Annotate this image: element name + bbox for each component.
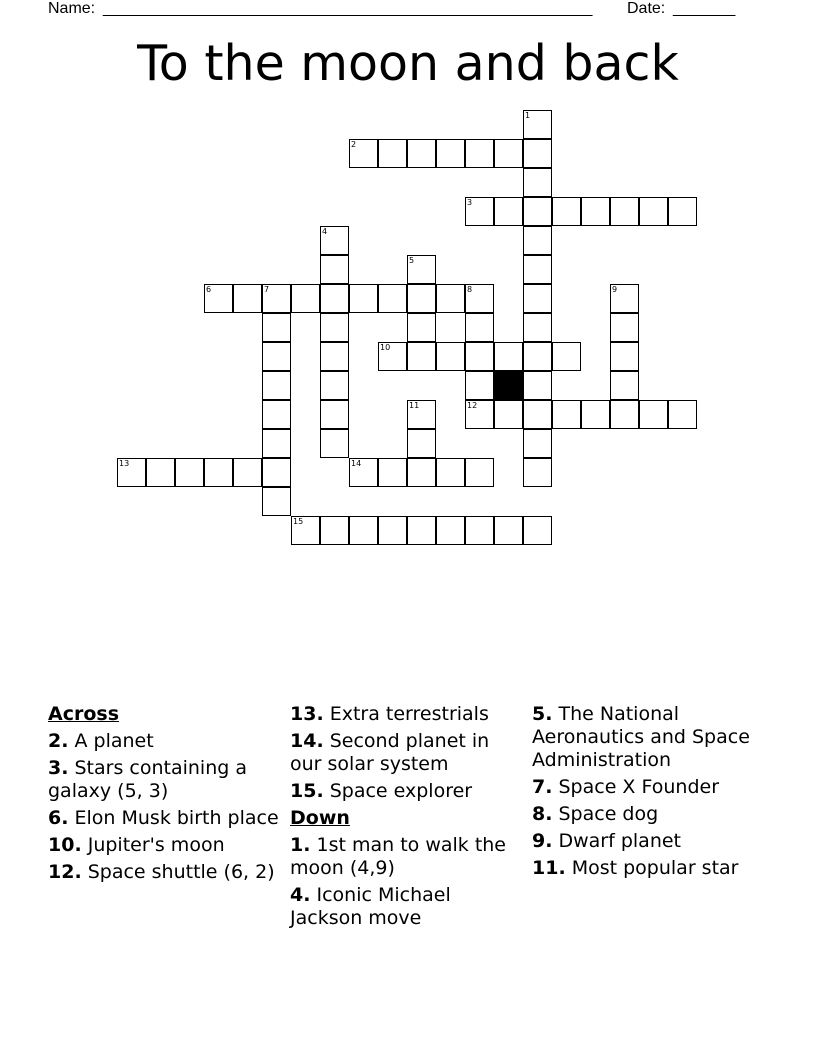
clue-text: Extra terrestrials	[323, 703, 489, 725]
grid-cell[interactable]	[233, 458, 262, 487]
grid-cell[interactable]	[291, 516, 320, 545]
name-label: Name:	[48, 0, 96, 17]
clue-number: 4.	[290, 884, 311, 906]
grid-cell[interactable]	[610, 342, 639, 371]
grid-cell[interactable]	[639, 400, 668, 429]
clue-number-label: 5	[409, 256, 415, 265]
clue-text: Space explorer	[323, 780, 473, 802]
grid-cell[interactable]	[407, 429, 436, 458]
grid-cell[interactable]	[523, 226, 552, 255]
grid-cell[interactable]	[465, 458, 494, 487]
grid-cell[interactable]	[523, 284, 552, 313]
grid-cell[interactable]	[610, 197, 639, 226]
clue-text: The National Aeronautics and Space Administration	[532, 703, 750, 771]
clue-item	[532, 776, 772, 799]
clue-number: 1.	[290, 834, 311, 856]
clue-number: 5.	[532, 703, 553, 725]
grid-cell[interactable]	[494, 400, 523, 429]
grid-cell[interactable]	[407, 255, 436, 284]
clue-number: 12.	[48, 861, 82, 883]
grid-cell[interactable]	[523, 371, 552, 400]
grid-cell[interactable]	[465, 342, 494, 371]
down-heading: Down	[290, 807, 350, 829]
clue-number-label: 3	[467, 198, 473, 207]
clue-item	[48, 757, 280, 803]
clue-number-label: 12	[467, 401, 478, 410]
clue-number-label: 6	[206, 285, 212, 294]
grid-cell[interactable]	[378, 516, 407, 545]
grid-cell[interactable]	[465, 197, 494, 226]
grid-cell[interactable]	[465, 516, 494, 545]
grid-cell[interactable]	[407, 313, 436, 342]
clue-text: Second planet in our solar system	[290, 730, 490, 775]
grid-cell[interactable]	[262, 458, 291, 487]
clue-number: 3.	[48, 757, 69, 779]
grid-cell[interactable]	[349, 284, 378, 313]
clue-text: Stars containing a galaxy (5, 3)	[48, 757, 247, 802]
across-heading: Across	[48, 703, 120, 725]
clue-column-3	[532, 703, 772, 884]
grid-cell[interactable]	[610, 400, 639, 429]
clue-number-label: 8	[467, 285, 473, 294]
clue-text: Space dog	[552, 803, 659, 825]
grid-cell[interactable]	[610, 313, 639, 342]
grid-cell[interactable]	[349, 516, 378, 545]
clue-number: 11.	[532, 857, 566, 879]
grid-cell[interactable]	[320, 313, 349, 342]
clue-item	[532, 803, 772, 826]
grid-cell[interactable]	[465, 400, 494, 429]
clue-text: Jupiter's moon	[81, 834, 225, 856]
clue-number-label: 2	[351, 140, 357, 149]
grid-cell[interactable]	[117, 458, 146, 487]
grid-cell[interactable]	[494, 342, 523, 371]
grid-cell[interactable]	[465, 139, 494, 168]
clue-number-label: 9	[612, 285, 618, 294]
grid-cell[interactable]	[204, 284, 233, 313]
grid-cell[interactable]	[407, 400, 436, 429]
grid-cell[interactable]	[436, 516, 465, 545]
grid-cell[interactable]	[407, 516, 436, 545]
grid-cell[interactable]	[436, 342, 465, 371]
grid-cell[interactable]	[610, 371, 639, 400]
grid-cell[interactable]	[378, 458, 407, 487]
grid-cell[interactable]	[204, 458, 233, 487]
clue-text: 1st man to walk the moon (4,9)	[290, 834, 507, 879]
grid-cell[interactable]	[320, 226, 349, 255]
clue-item	[48, 861, 280, 884]
clue-number: 8.	[532, 803, 553, 825]
grid-cell[interactable]	[407, 284, 436, 313]
grid-cell[interactable]	[262, 313, 291, 342]
grid-cell[interactable]	[320, 284, 349, 313]
clue-column-2	[290, 703, 522, 934]
grid-cell[interactable]	[320, 400, 349, 429]
grid-cell[interactable]	[494, 139, 523, 168]
grid-cell[interactable]	[262, 429, 291, 458]
grid-cell[interactable]	[233, 284, 262, 313]
grid-cell[interactable]	[523, 400, 552, 429]
clue-text: Elon Musk birth place	[68, 807, 279, 829]
grid-cell[interactable]	[175, 458, 204, 487]
grid-cell[interactable]	[262, 487, 291, 516]
grid-cell[interactable]	[320, 429, 349, 458]
grid-cell[interactable]	[494, 197, 523, 226]
name-line[interactable]: _______________________________________________________	[103, 0, 593, 17]
grid-cell[interactable]	[407, 342, 436, 371]
clue-number-label: 13	[119, 459, 130, 468]
grid-cell[interactable]	[523, 313, 552, 342]
grid-cell[interactable]	[320, 342, 349, 371]
clue-number: 7.	[532, 776, 553, 798]
grid-cell[interactable]	[320, 516, 349, 545]
grid-cell[interactable]	[320, 371, 349, 400]
clue-number: 6.	[48, 807, 69, 829]
grid-cell[interactable]	[378, 139, 407, 168]
grid-cell[interactable]	[523, 110, 552, 139]
grid-cell[interactable]	[349, 458, 378, 487]
clue-text: Space X Founder	[552, 776, 720, 798]
grid-cell[interactable]	[378, 342, 407, 371]
grid-cell[interactable]	[262, 400, 291, 429]
grid-cell[interactable]	[523, 168, 552, 197]
grid-cell[interactable]	[523, 255, 552, 284]
grid-cell[interactable]	[523, 429, 552, 458]
grid-cell[interactable]	[436, 139, 465, 168]
date-label: Date:	[627, 0, 666, 17]
grid-cell[interactable]	[639, 197, 668, 226]
grid-cell[interactable]	[494, 516, 523, 545]
grid-cell[interactable]	[349, 139, 378, 168]
grid-cell[interactable]	[436, 284, 465, 313]
clue-column-1	[48, 703, 280, 888]
clue-item	[290, 780, 522, 803]
grid-cell[interactable]	[523, 197, 552, 226]
grid-cell[interactable]	[262, 371, 291, 400]
clue-number-label: 11	[409, 401, 420, 410]
clue-number-label: 10	[380, 343, 391, 352]
grid-cell[interactable]	[378, 284, 407, 313]
clue-item	[532, 703, 772, 772]
clue-number: 10.	[48, 834, 82, 856]
grid-cell[interactable]	[552, 342, 581, 371]
grid-cell[interactable]	[610, 284, 639, 313]
clue-item	[290, 834, 522, 880]
clue-text: Dwarf planet	[552, 830, 682, 852]
clue-item	[48, 730, 280, 753]
grid-cell[interactable]	[523, 342, 552, 371]
clue-number: 13.	[290, 703, 324, 725]
grid-cell[interactable]	[262, 342, 291, 371]
grid-cell[interactable]	[523, 458, 552, 487]
grid-cell[interactable]	[668, 197, 697, 226]
grid-cell[interactable]	[320, 255, 349, 284]
grid-cell[interactable]	[668, 400, 697, 429]
grid-cell[interactable]	[581, 400, 610, 429]
grid-cell[interactable]	[465, 371, 494, 400]
grid-cell[interactable]	[262, 284, 291, 313]
clue-number-label: 1	[525, 111, 531, 120]
grid-cell[interactable]	[523, 139, 552, 168]
page-title: To the moon and back	[137, 35, 679, 92]
black-cell	[494, 371, 523, 400]
clue-item	[532, 830, 772, 853]
grid-cell[interactable]	[407, 458, 436, 487]
grid-cell[interactable]	[407, 139, 436, 168]
clue-number-label: 14	[351, 459, 362, 468]
grid-cell[interactable]	[552, 400, 581, 429]
clue-text: Iconic Michael Jackson move	[290, 884, 451, 929]
grid-cell[interactable]	[436, 458, 465, 487]
grid-cell[interactable]	[465, 313, 494, 342]
grid-cell[interactable]	[581, 197, 610, 226]
grid-cell[interactable]	[465, 284, 494, 313]
grid-cell[interactable]	[146, 458, 175, 487]
clue-number-label: 4	[322, 227, 328, 236]
clue-item	[290, 730, 522, 776]
clue-number-label: 7	[264, 285, 270, 294]
clue-number: 15.	[290, 780, 324, 802]
clue-item	[48, 834, 280, 857]
clue-item	[532, 857, 772, 880]
grid-cell[interactable]	[291, 284, 320, 313]
clue-number: 9.	[532, 830, 553, 852]
clue-text: Most popular star	[565, 857, 739, 879]
grid-cell[interactable]	[523, 516, 552, 545]
date-line[interactable]: _______	[673, 0, 736, 17]
clue-item	[290, 884, 522, 930]
clue-text: A planet	[68, 730, 154, 752]
clue-number-label: 15	[293, 517, 304, 526]
clue-number: 2.	[48, 730, 69, 752]
clue-text: Space shuttle (6, 2)	[81, 861, 275, 883]
clue-item	[48, 807, 280, 830]
grid-cell[interactable]	[552, 197, 581, 226]
clue-item	[290, 703, 522, 726]
clue-number: 14.	[290, 730, 324, 752]
